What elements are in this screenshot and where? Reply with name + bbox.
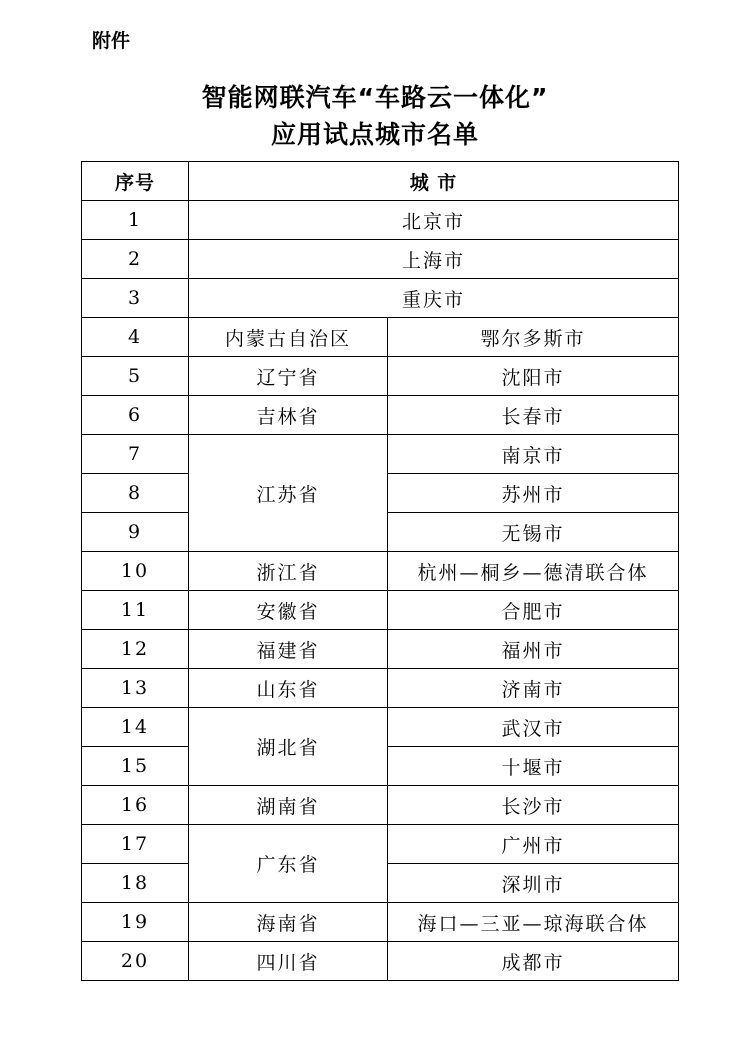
row-city: 成都市 (388, 942, 679, 981)
row-city: 鄂尔多斯市 (388, 318, 679, 357)
row-city: 杭州—桐乡—德清联合体 (388, 552, 679, 591)
row-city: 济南市 (388, 669, 679, 708)
table-row (82, 786, 679, 825)
row-index: 10 (82, 552, 189, 591)
row-city: 北京市 (189, 201, 679, 240)
table-row (82, 552, 679, 591)
row-province: 山东省 (189, 669, 388, 708)
row-province: 福建省 (189, 630, 388, 669)
row-index: 14 (82, 708, 189, 747)
row-city: 广州市 (388, 825, 679, 864)
table-row (82, 591, 679, 630)
document-title-line-1: 智能网联汽车“车路云一体化” (201, 83, 549, 112)
row-province: 吉林省 (189, 396, 388, 435)
row-index: 8 (82, 474, 189, 513)
table-row (82, 825, 679, 864)
row-city: 海口—三亚—琼海联合体 (388, 903, 679, 942)
row-index: 19 (82, 903, 189, 942)
table-row (82, 279, 679, 318)
table-row (82, 669, 679, 708)
row-province: 湖北省 (189, 708, 388, 786)
row-index: 17 (82, 825, 189, 864)
row-index: 6 (82, 396, 189, 435)
row-province: 浙江省 (189, 552, 388, 591)
row-city: 重庆市 (189, 279, 679, 318)
row-city: 长春市 (388, 396, 679, 435)
row-city: 沈阳市 (388, 357, 679, 396)
row-index: 9 (82, 513, 189, 552)
row-city: 武汉市 (388, 708, 679, 747)
row-index: 5 (82, 357, 189, 396)
row-province: 江苏省 (189, 435, 388, 552)
row-city: 长沙市 (388, 786, 679, 825)
row-city: 福州市 (388, 630, 679, 669)
pilot-cities-table (81, 161, 679, 981)
row-city: 无锡市 (388, 513, 679, 552)
row-index: 16 (82, 786, 189, 825)
row-province: 内蒙古自治区 (189, 318, 388, 357)
row-index: 7 (82, 435, 189, 474)
row-province: 海南省 (189, 903, 388, 942)
row-index: 2 (82, 240, 189, 279)
row-index: 15 (82, 747, 189, 786)
table-row (82, 318, 679, 357)
row-city: 十堰市 (388, 747, 679, 786)
row-index: 13 (82, 669, 189, 708)
row-province: 辽宁省 (189, 357, 388, 396)
row-index: 11 (82, 591, 189, 630)
table-row (82, 903, 679, 942)
row-province: 四川省 (189, 942, 388, 981)
row-city: 上海市 (189, 240, 679, 279)
row-index: 12 (82, 630, 189, 669)
table-row (82, 240, 679, 279)
row-province: 湖南省 (189, 786, 388, 825)
header-city: 城 市 (189, 162, 679, 201)
row-province: 安徽省 (189, 591, 388, 630)
row-city: 南京市 (388, 435, 679, 474)
table-row (82, 201, 679, 240)
attachment-label: 附件 (92, 30, 131, 52)
table-row (82, 396, 679, 435)
row-city: 合肥市 (388, 591, 679, 630)
row-index: 4 (82, 318, 189, 357)
row-index: 18 (82, 864, 189, 903)
header-index: 序号 (82, 162, 189, 201)
row-province: 广东省 (189, 825, 388, 903)
row-index: 3 (82, 279, 189, 318)
table-row (82, 708, 679, 747)
table-row (82, 942, 679, 981)
row-index: 1 (82, 201, 189, 240)
table-row (82, 630, 679, 669)
table-row (82, 435, 679, 474)
row-city: 苏州市 (388, 474, 679, 513)
document-title-line-2: 应用试点城市名单 (270, 120, 479, 149)
row-city: 深圳市 (388, 864, 679, 903)
row-index: 20 (82, 942, 189, 981)
table-header-row (82, 162, 679, 201)
table-row (82, 357, 679, 396)
